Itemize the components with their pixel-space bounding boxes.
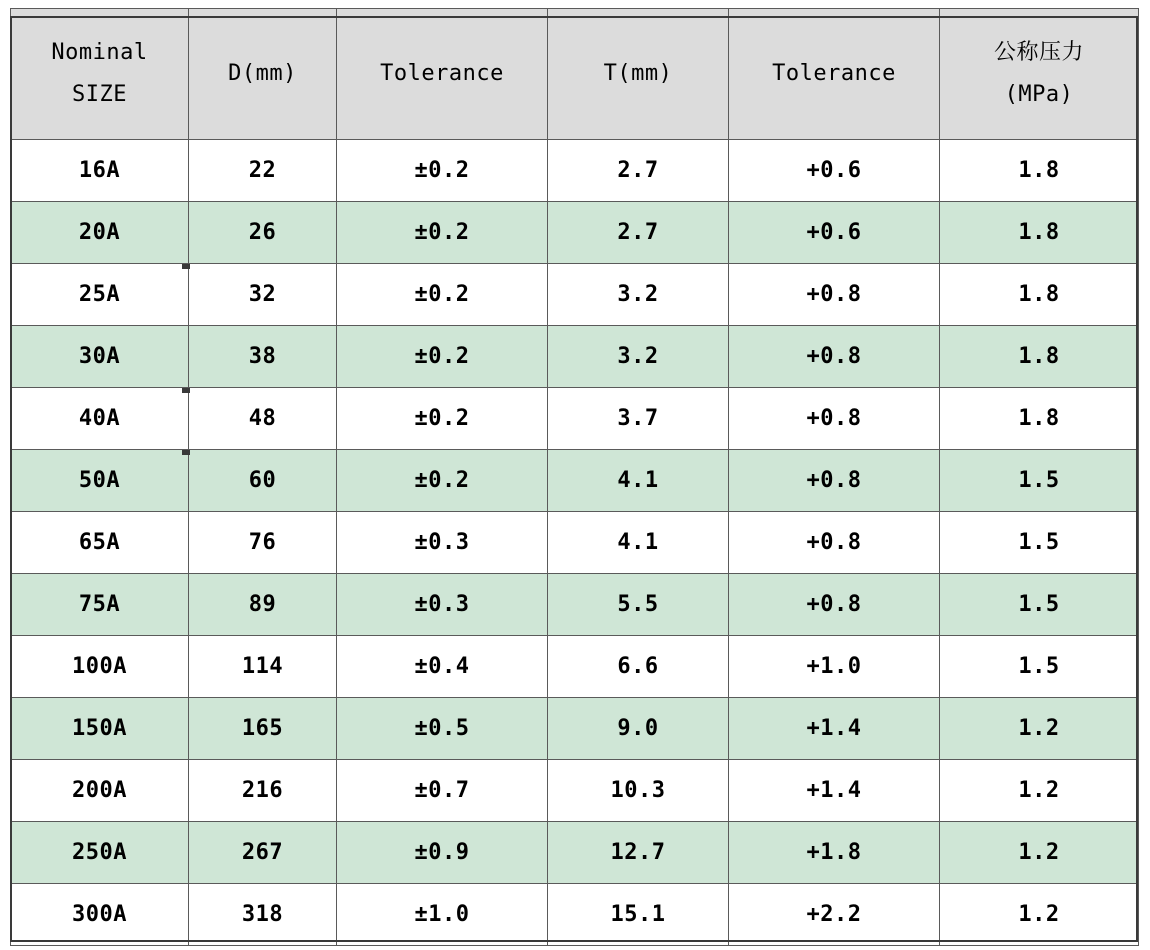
cell-size: 30A [11,326,189,388]
cell-size: 75A [11,574,189,636]
column-header-t [548,9,729,140]
cell-d-tolerance: ±0.7 [337,760,548,822]
cell-t: 4.1 [548,512,729,574]
table-row [11,388,1139,450]
cell-d-tolerance: ±0.2 [337,140,548,202]
table-row [11,574,1139,636]
header-line: Tolerance [380,61,504,87]
table-body [11,140,1139,946]
cell-size: 100A [11,636,189,698]
cell-t: 12.7 [548,822,729,884]
cell-pressure: 1.2 [940,760,1139,822]
cell-t: 9.0 [548,698,729,760]
cell-d: 114 [189,636,337,698]
table-row [11,450,1139,512]
cell-d-tolerance: ±0.2 [337,264,548,326]
cell-pressure: 1.8 [940,140,1139,202]
cell-t-tolerance: +0.8 [729,388,940,450]
cell-size: 150A [11,698,189,760]
table-row [11,512,1139,574]
cell-t-tolerance: +0.8 [729,264,940,326]
cell-d-tolerance: ±0.3 [337,574,548,636]
cell-d-tolerance: ±0.5 [337,698,548,760]
cell-size: 50A [11,450,189,512]
table-row [11,264,1139,326]
cell-d: 165 [189,698,337,760]
cell-t: 5.5 [548,574,729,636]
cell-size: 200A [11,760,189,822]
cell-d-tolerance: ±0.2 [337,388,548,450]
column-header-nominal-pressure [940,9,1139,140]
cell-t-tolerance: +0.6 [729,140,940,202]
cell-t: 6.6 [548,636,729,698]
header-line: Tolerance [772,61,896,87]
pipe-specification-table [10,8,1139,946]
cell-d: 26 [189,202,337,264]
cell-t: 3.2 [548,326,729,388]
cell-pressure: 1.5 [940,450,1139,512]
table-row [11,326,1139,388]
cell-size: 65A [11,512,189,574]
cell-t: 2.7 [548,202,729,264]
cell-size: 16A [11,140,189,202]
cell-t-tolerance: +1.4 [729,760,940,822]
cell-t: 2.7 [548,140,729,202]
cell-pressure: 1.8 [940,202,1139,264]
cell-t-tolerance: +1.0 [729,636,940,698]
header-line: (MPa) [1004,82,1074,107]
cell-pressure: 1.8 [940,326,1139,388]
cell-d-tolerance: ±0.2 [337,326,548,388]
table-header [11,9,1139,140]
cell-d: 89 [189,574,337,636]
cell-d-tolerance: ±0.2 [337,450,548,512]
cell-d-tolerance: ±1.0 [337,884,548,946]
cell-d-tolerance: ±0.2 [337,202,548,264]
cell-size: 300A [11,884,189,946]
cell-d-tolerance: ±0.3 [337,512,548,574]
cell-t-tolerance: +0.6 [729,202,940,264]
cell-t: 3.2 [548,264,729,326]
header-row [11,9,1139,140]
cell-d-tolerance: ±0.4 [337,636,548,698]
header-line: SIZE [72,82,127,107]
column-header-nominal-size [11,9,189,140]
cell-pressure: 1.5 [940,512,1139,574]
table-row [11,822,1139,884]
table-row [11,636,1139,698]
spec-sheet [0,8,1150,950]
cell-size: 40A [11,388,189,450]
table-row [11,698,1139,760]
table-row [11,140,1139,202]
cell-pressure: 1.2 [940,698,1139,760]
cell-t-tolerance: +0.8 [729,512,940,574]
column-header-d [189,9,337,140]
cell-d: 216 [189,760,337,822]
header-line: T(mm) [603,61,673,87]
cell-t: 15.1 [548,884,729,946]
cell-t-tolerance: +0.8 [729,450,940,512]
cell-d: 48 [189,388,337,450]
cell-d: 318 [189,884,337,946]
cell-pressure: 1.2 [940,884,1139,946]
cell-size: 20A [11,202,189,264]
cell-t: 4.1 [548,450,729,512]
cell-t-tolerance: +1.4 [729,698,940,760]
cell-t-tolerance: +0.8 [729,574,940,636]
cell-d: 60 [189,450,337,512]
cell-d: 267 [189,822,337,884]
header-line: Nominal [51,40,148,66]
cell-pressure: 1.5 [940,574,1139,636]
header-line: D(mm) [228,61,297,87]
cell-d: 76 [189,512,337,574]
cell-pressure: 1.8 [940,388,1139,450]
cell-size: 250A [11,822,189,884]
cell-t-tolerance: +0.8 [729,326,940,388]
table-row [11,760,1139,822]
cell-d-tolerance: ±0.9 [337,822,548,884]
table-row [11,202,1139,264]
column-header-t-tolerance [729,9,940,140]
cell-d: 38 [189,326,337,388]
cell-pressure: 1.5 [940,636,1139,698]
cell-pressure: 1.8 [940,264,1139,326]
table-row [11,884,1139,946]
header-line: 公称压力 [993,40,1084,66]
cell-t: 10.3 [548,760,729,822]
cell-t-tolerance: +2.2 [729,884,940,946]
cell-t-tolerance: +1.8 [729,822,940,884]
column-header-d-tolerance [337,9,548,140]
cell-size: 25A [11,264,189,326]
cell-t: 3.7 [548,388,729,450]
cell-d: 32 [189,264,337,326]
cell-pressure: 1.2 [940,822,1139,884]
cell-d: 22 [189,140,337,202]
